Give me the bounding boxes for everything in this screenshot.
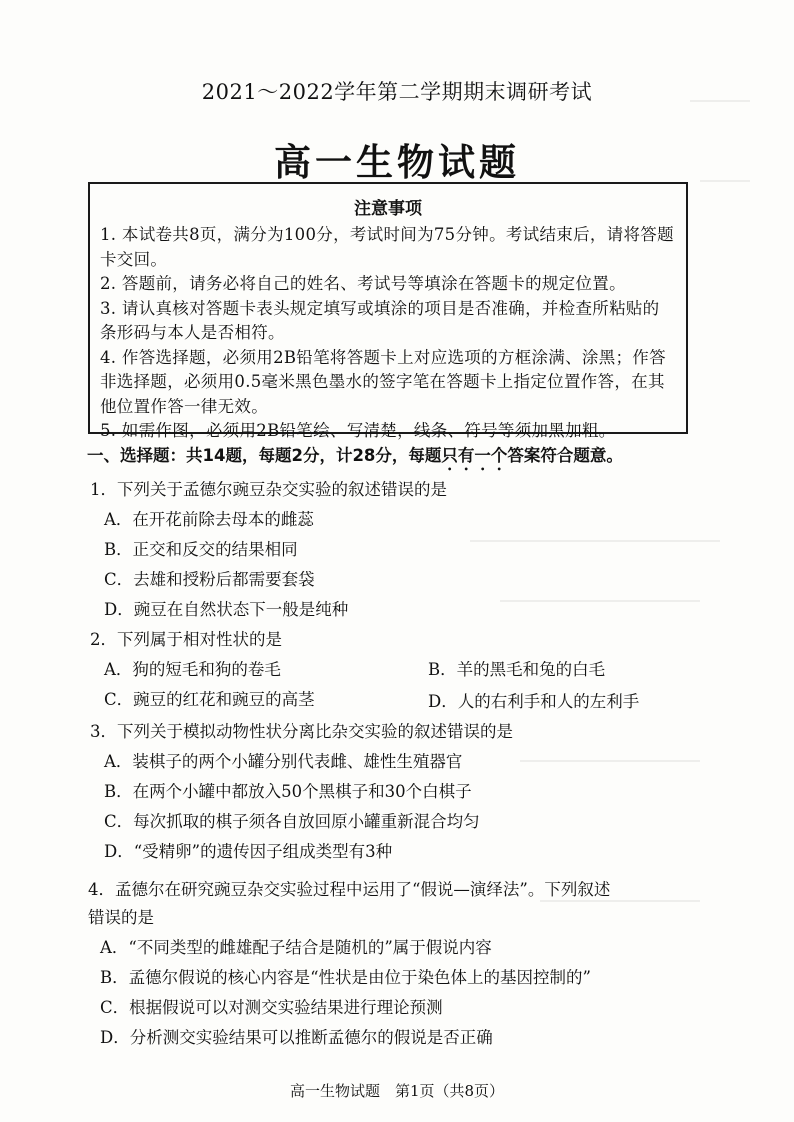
section-heading-suffix: 答案符合题意。 [507,446,623,465]
notice-item: 1. 本试卷共8页，满分为100分，考试时间为75分钟。考试结束后，请将答题卡交回。 [100,225,674,269]
bleed-through-mark [470,540,720,542]
bleed-through-mark [690,100,750,102]
question-4-stem-line-2: 错误的是 [88,908,154,927]
question-4-option-c: C．根据假说可以对测交实验结果进行理论预测 [100,998,443,1017]
notice-item: 4. 作答选择题，必须用2B铅笔将答题卡上对应选项的方框涂满、涂黑；作答非选择题，必须用0.5毫米黑色墨水的签字笔在答题卡上指定位置作答，在其他位置作答一律无效。 [100,347,666,416]
notice-item: 5. 如需作图，必须用2B铅笔绘、写清楚，线条、符号等须加黑加粗。 [100,421,616,440]
notice-item: 3. 请认真核对答题卡表头规定填写或填涂的项目是否准确，并检查所粘贴的条形码与本人是否相符。 [100,298,660,342]
bleed-through-mark [540,900,700,902]
bleed-through-mark [520,760,700,762]
bleed-through-mark [500,600,700,602]
question-4-option-d: D．分析测交实验结果可以推断孟德尔的假说是否正确 [100,1028,493,1047]
question-2-option-a: A．狗的短毛和狗的卷毛 [104,660,281,679]
question-3-option-b: B．在两个小罐中都放入50个黑棋子和30个白棋子 [104,782,472,801]
question-3-stem: 3．下列关于模拟动物性状分离比杂交实验的叙述错误的是 [90,722,513,741]
question-2-stem: 2．下列属于相对性状的是 [90,630,282,649]
question-1-option-d: D．豌豆在自然状态下一般是纯种 [104,600,349,619]
question-1-option-b: B．正交和反交的结果相同 [104,540,298,559]
question-1-option-a: A．在开花前除去母本的雌蕊 [104,510,314,529]
question-3-option-d: D．“受精卵”的遗传因子组成类型有3种 [104,842,393,861]
section-heading-emphasis: 只有一个 [441,446,508,465]
notice-box [88,182,688,440]
section-heading-prefix: 一、选择题：共14题，每题2分，计28分，每题 [87,446,442,465]
question-3-option-c: C．每次抓取的棋子须各自放回原小罐重新混合均匀 [104,812,480,831]
question-4-option-a: A．“不同类型的雌雄配子结合是随机的”属于假说内容 [100,938,492,957]
subject-title: 高一生物试题 [274,141,520,184]
question-2-option-b: B．羊的黑毛和兔的白毛 [428,660,606,679]
notice-item: 2. 答题前，请务必将自己的姓名、考试号等填涂在答题卡的规定位置。 [100,274,626,293]
notice-heading: 注意事项 [354,199,422,219]
question-4-option-b: B．孟德尔假说的核心内容是“性状是由位于染色体上的基因控制的” [100,968,591,987]
section-heading [87,442,707,474]
exam-title: 2021～2022学年第二学期期末调研考试 [201,80,593,104]
question-2-option-c: C．豌豆的红花和豌豆的高茎 [104,690,315,709]
question-2-option-d: D．人的右利手和人的左利手 [428,692,640,711]
question-4-stem-line-1: 4．孟德尔在研究豌豆杂交实验过程中运用了“假说—演绎法”。下列叙述 [88,880,611,899]
question-1-stem: 1．下列关于孟德尔豌豆杂交实验的叙述错误的是 [90,480,447,499]
bleed-through-mark [700,180,750,182]
question-3-option-a: A．装棋子的两个小罐分别代表雌、雄性生殖器官 [104,752,463,771]
question-1-option-c: C．去雄和授粉后都需要套袋 [104,570,315,589]
page-footer: 高一生物试题 第1页（共8页） [289,1082,505,1100]
